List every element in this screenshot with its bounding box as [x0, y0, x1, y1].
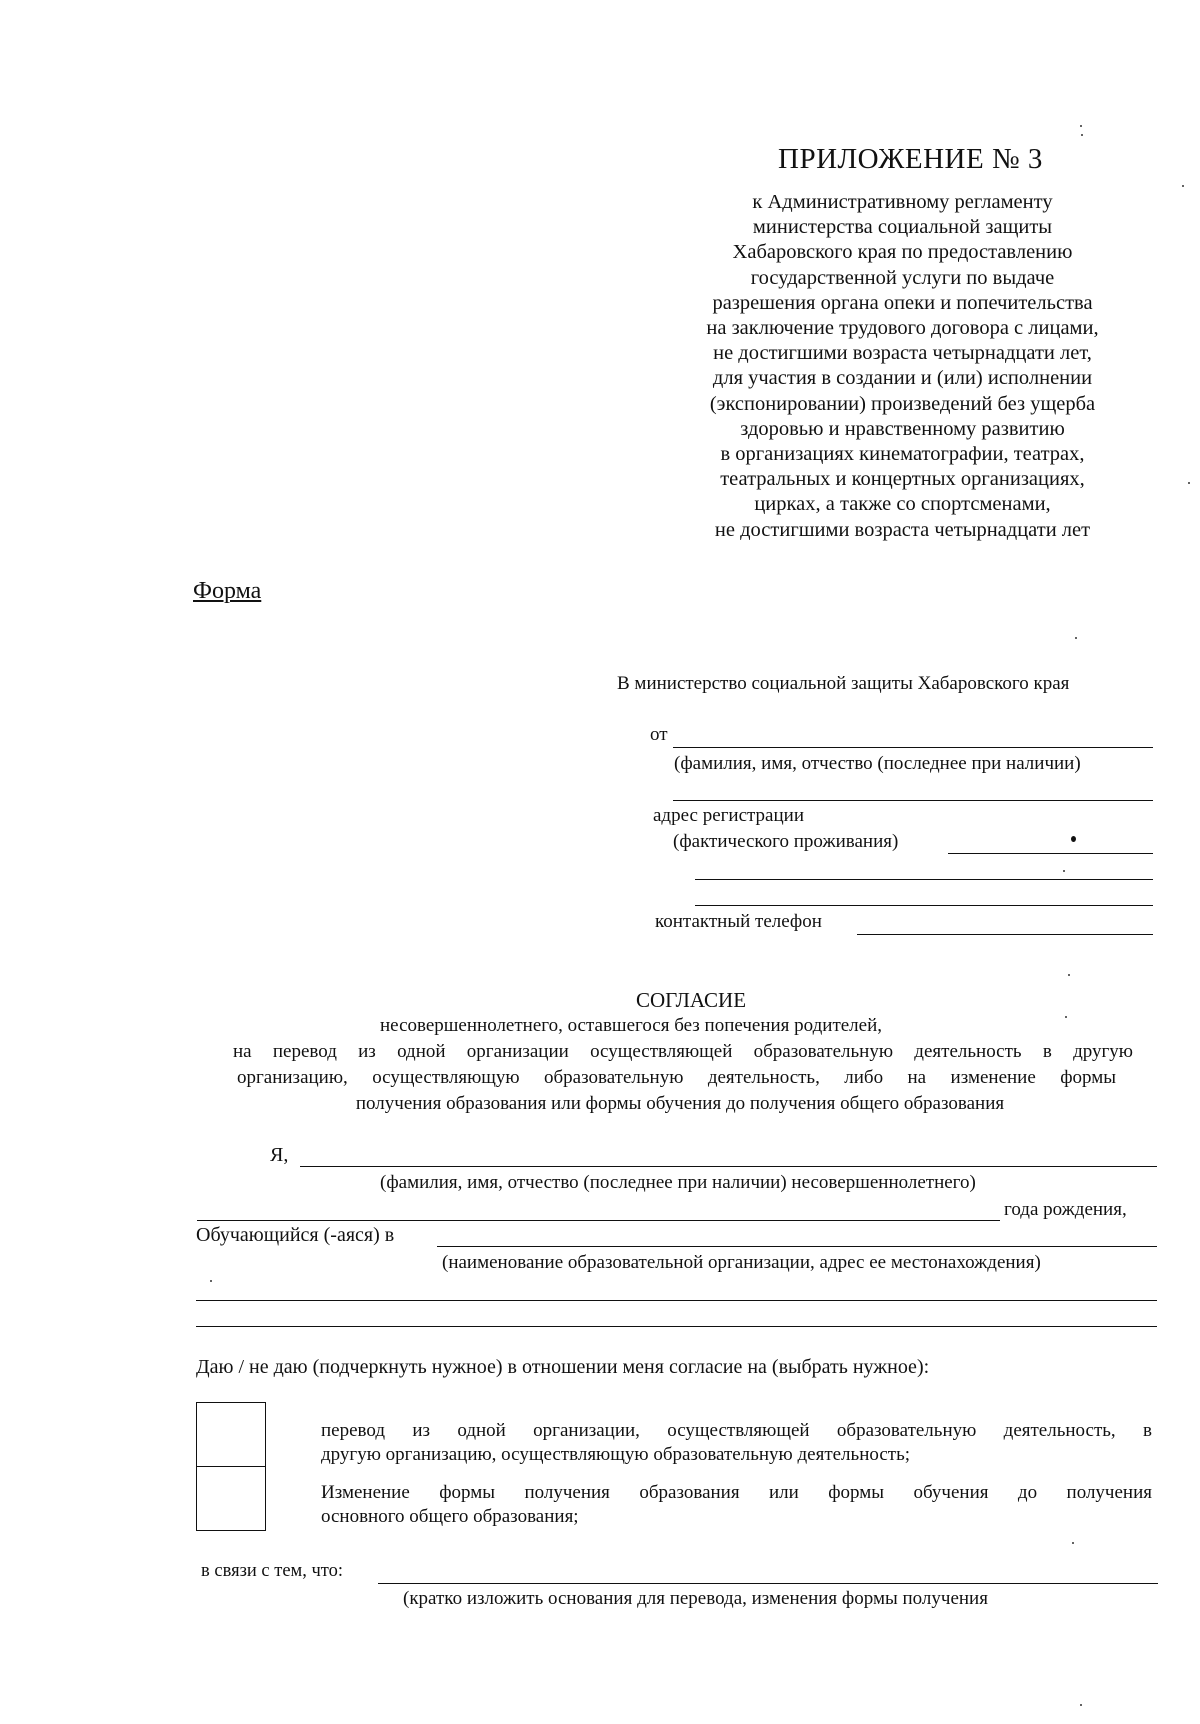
- appendix-line: Хабаровского края по предоставлению: [732, 241, 1073, 264]
- org-hint: (наименование образовательной организации, адрес ее местонахождения): [442, 1252, 1041, 1273]
- appendix-line: цирках, а также со спортсменами,: [754, 493, 1051, 516]
- address-label: адрес регистрации: [653, 805, 804, 826]
- scan-speck: [210, 1280, 212, 1282]
- from-name-field[interactable]: [673, 747, 1153, 748]
- address-field-3[interactable]: [695, 905, 1153, 906]
- appendix-title: ПРИЛОЖЕНИЕ № 3: [778, 143, 1043, 175]
- checkbox-transfer[interactable]: [196, 1402, 266, 1466]
- form-label: Форма: [193, 578, 262, 604]
- appendix-line: для участия в создании и (или) исполнении: [712, 367, 1093, 390]
- scan-speck: [1072, 1542, 1074, 1544]
- checkbox-form-change[interactable]: [196, 1466, 266, 1531]
- addressee-to: В министерство социальной защиты Хабаровского края: [617, 673, 1070, 694]
- scan-speck: [1080, 1704, 1082, 1706]
- reason-hint: (кратко изложить основания для перевода, изменения формы получения: [403, 1588, 988, 1609]
- appendix-line: не достигшими возраста четырнадцати лет,: [713, 342, 1092, 365]
- scan-speck: [1080, 125, 1082, 127]
- i-label: Я,: [270, 1144, 289, 1166]
- appendix-line: к Административному регламенту: [752, 191, 1053, 213]
- appendix-text: [650, 190, 1155, 543]
- org-field-2[interactable]: [196, 1300, 1157, 1301]
- org-field-3[interactable]: [196, 1326, 1157, 1327]
- from-name-field-2[interactable]: [673, 800, 1153, 801]
- give-consent-text: Даю / не даю (подчеркнуть нужное) в отношении меня согласие на (выбрать нужное):: [196, 1356, 930, 1378]
- scan-speck: [1182, 185, 1184, 187]
- birth-year-field[interactable]: [197, 1220, 1000, 1221]
- scan-speck: [1081, 134, 1083, 136]
- appendix-line: здоровью и нравственному развитию: [740, 417, 1065, 440]
- phone-field[interactable]: [857, 934, 1153, 935]
- minor-name-hint: (фамилия, имя, отчество (последнее при наличии) несовершеннолетнего): [380, 1172, 976, 1193]
- consent-subtitle-line: получения образования или формы обучения до получения общего образования: [355, 1093, 1005, 1114]
- consent-subtitle-line: несовершеннолетнего, оставшегося без попечения родителей,: [380, 1015, 883, 1036]
- consent-heading: [0, 988, 1200, 1013]
- appendix-line: министерства социальной защиты: [752, 216, 1053, 239]
- consent-subtitle-line: на перевод из одной организации осуществляющей образовательную деятельность в другую: [233, 1041, 1133, 1062]
- appendix-line: государственной услуги по выдаче: [750, 266, 1055, 289]
- phone-label: контактный телефон: [655, 911, 822, 932]
- name-hint: (фамилия, имя, отчество (последнее при наличии): [674, 753, 1081, 774]
- option-form-change-line2: основного общего образования;: [321, 1506, 579, 1527]
- address-field[interactable]: [948, 853, 1153, 854]
- appendix-line: театральных и концертных организациях,: [720, 468, 1085, 491]
- scan-speck: [1063, 870, 1065, 872]
- scan-speck: [1188, 482, 1190, 484]
- scan-speck: [1075, 637, 1077, 639]
- consent-heading-text: СОГЛАСИЕ: [635, 988, 747, 1012]
- student-label: Обучающийся (-аяся) в: [196, 1224, 395, 1246]
- option-form-change-line1: Изменение формы получения образования или формы обучения до получения: [321, 1482, 1152, 1503]
- address-field-2[interactable]: [695, 879, 1153, 880]
- appendix-line: не достигшими возраста четырнадцати лет: [714, 518, 1091, 541]
- appendix-line: в организациях кинематографии, театрах,: [720, 443, 1085, 466]
- appendix-line: на заключение трудового договора с лицами,: [706, 317, 1099, 340]
- appendix-line: (экспонировании) произведений без ущерба: [709, 392, 1096, 415]
- option-transfer-line2: другую организацию, осуществляющую образовательную деятельность;: [321, 1444, 911, 1465]
- scan-speck: [1071, 836, 1076, 842]
- address-label-2: (фактического проживания): [673, 831, 899, 852]
- option-transfer-line1: перевод из одной организации, осуществляющей образовательную деятельность, в: [321, 1420, 1152, 1441]
- appendix-line: разрешения органа опеки и попечительства: [712, 291, 1093, 314]
- scan-speck: [1065, 1016, 1067, 1018]
- birth-year-label: года рождения,: [1004, 1199, 1127, 1220]
- minor-name-field[interactable]: [300, 1166, 1157, 1167]
- from-label: от: [650, 724, 668, 745]
- reason-label: в связи с тем, что:: [201, 1561, 344, 1581]
- org-field[interactable]: [437, 1246, 1157, 1247]
- scan-speck: [1068, 974, 1070, 976]
- reason-field[interactable]: [378, 1583, 1158, 1584]
- consent-subtitle-line: организацию, осуществляющую образовательную деятельность, либо на изменение формы: [237, 1067, 1116, 1088]
